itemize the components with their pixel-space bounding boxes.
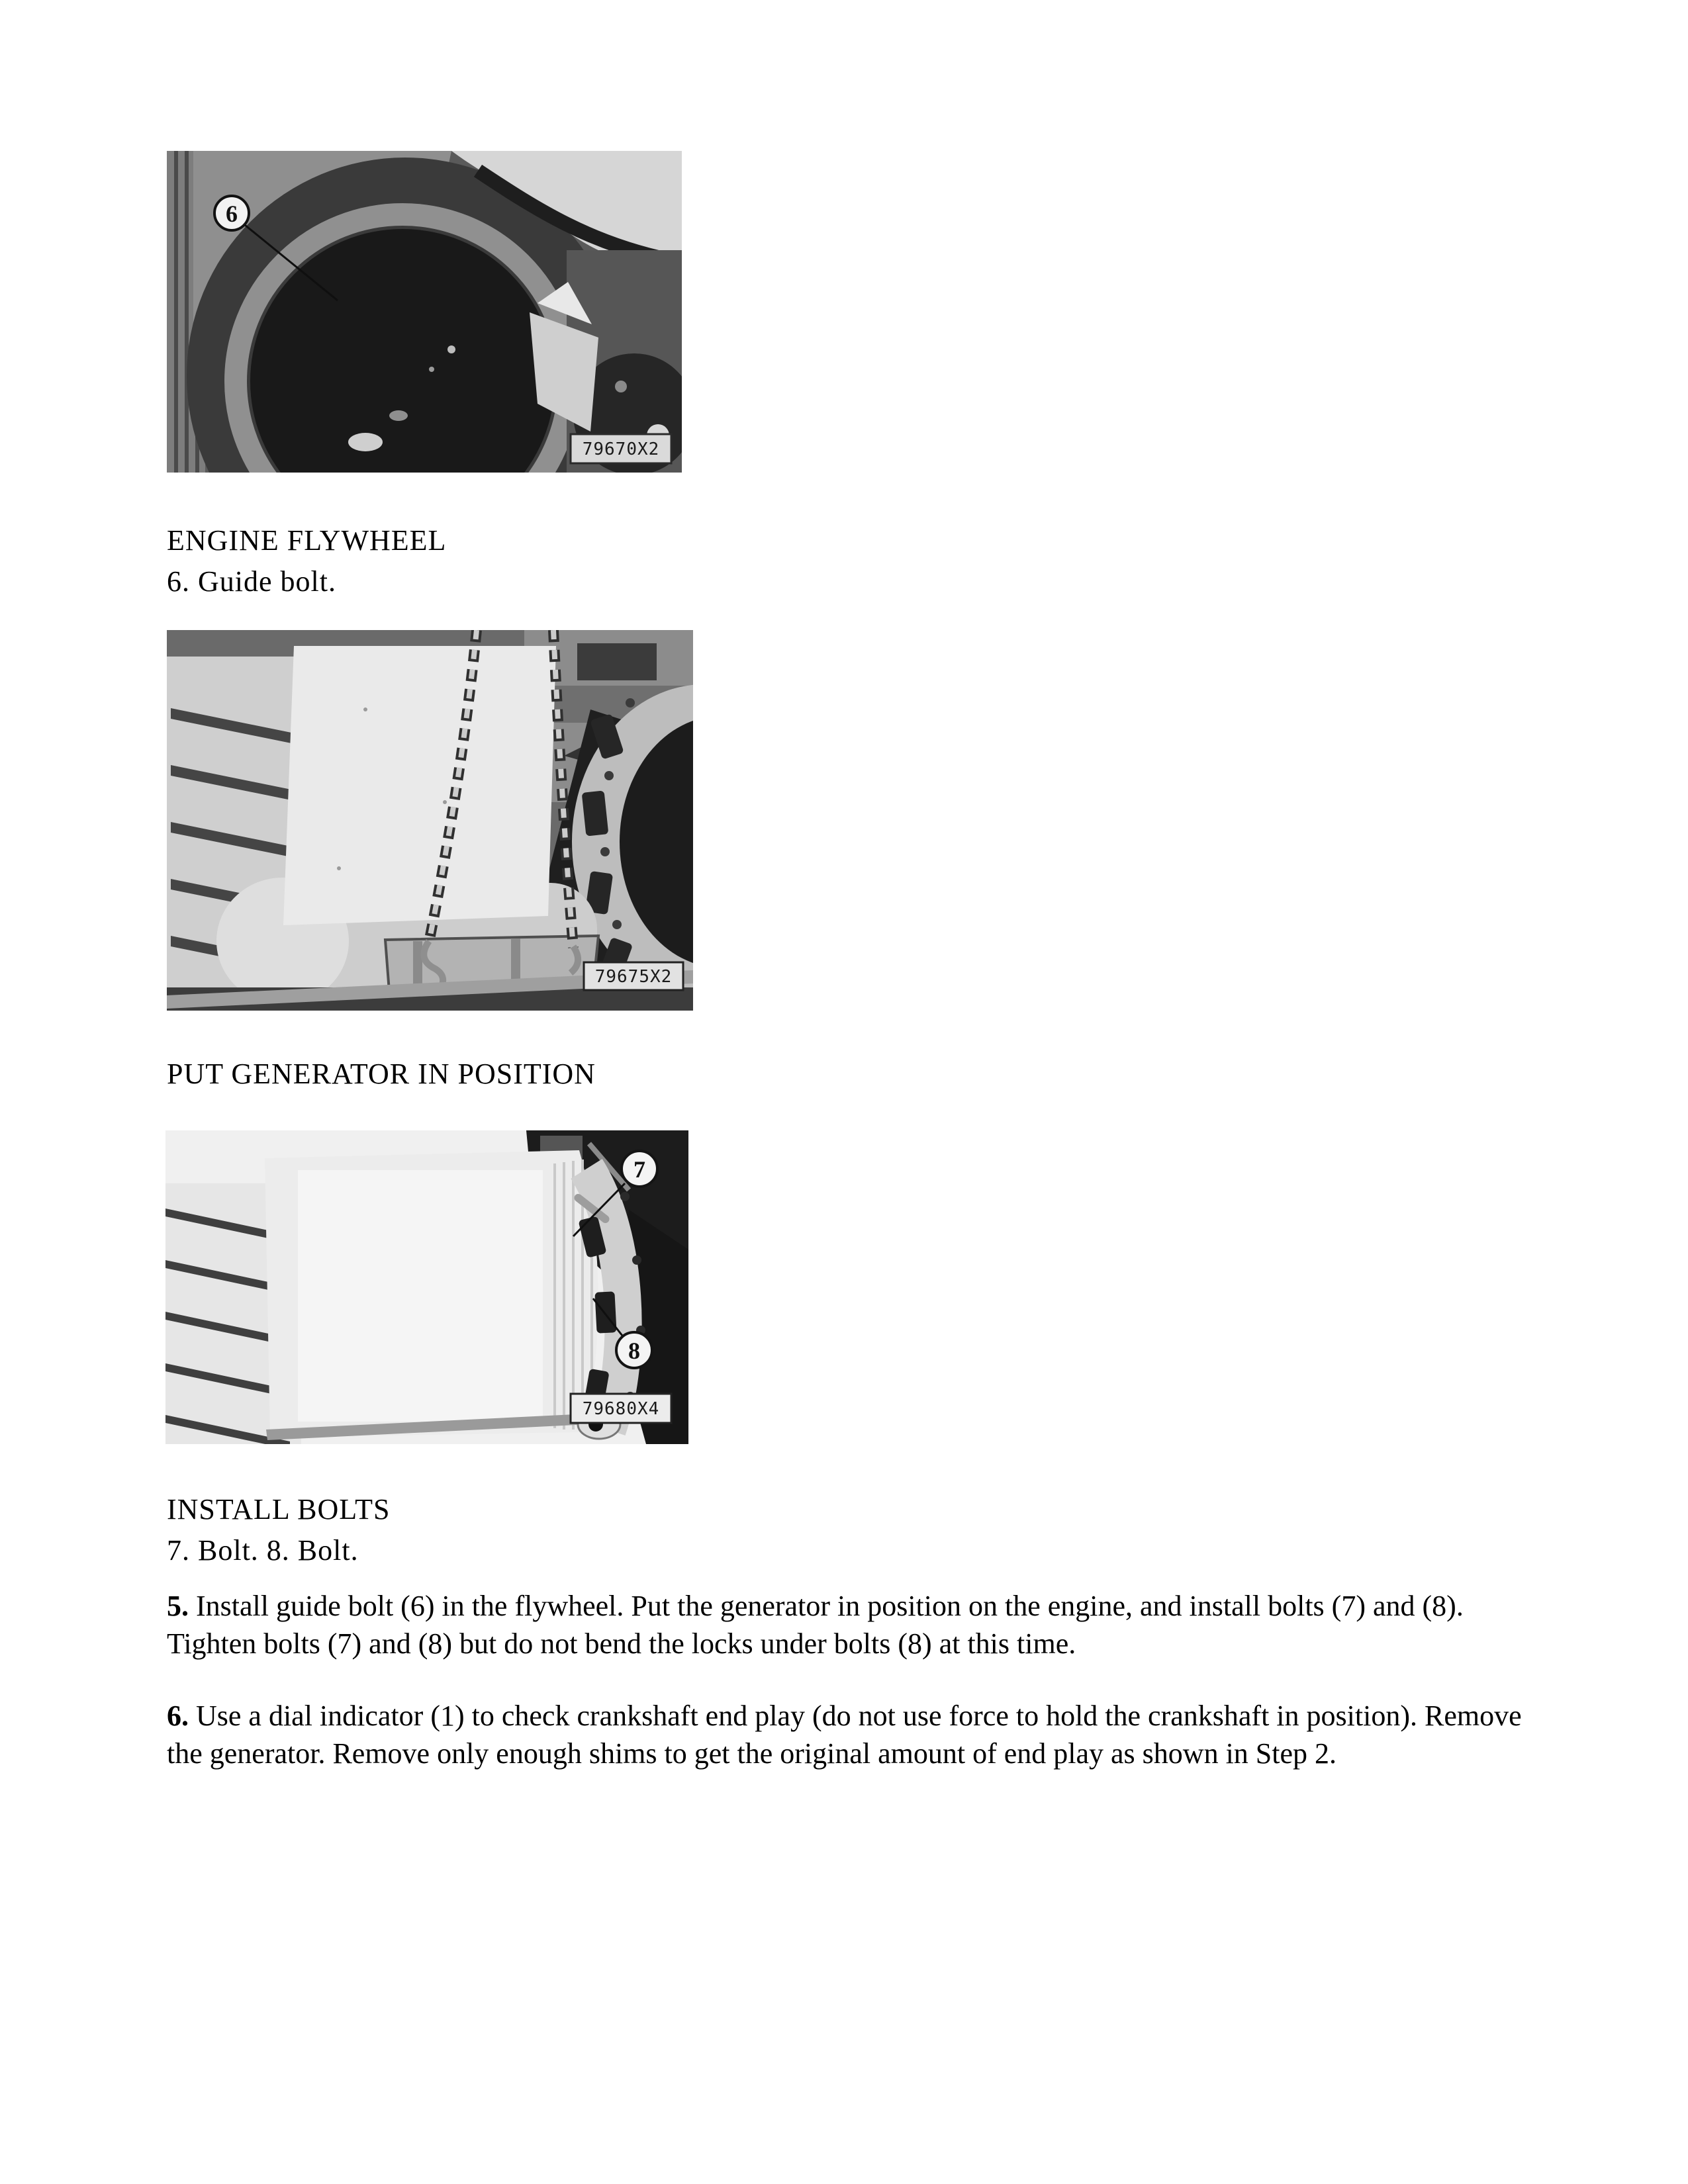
generator-body-face bbox=[298, 1170, 543, 1422]
bore-highlight bbox=[348, 433, 383, 451]
callout-8-label: 8 bbox=[628, 1338, 640, 1364]
figure-2-caption-title: PUT GENERATOR IN POSITION bbox=[167, 1058, 596, 1090]
crate-panel bbox=[283, 646, 556, 925]
photo-id: 79680X4 bbox=[582, 1399, 660, 1419]
pulley-highlight bbox=[615, 381, 627, 392]
step-5-text: Install guide bolt (6) in the flywheel. Put the generator in position on the engine, and install bolts (7) and (8). Tighten bolts (7) and (8) but do not bend the locks under bolts (8) at this time. bbox=[167, 1590, 1464, 1660]
machinery-dark bbox=[577, 643, 657, 680]
bracket-rib bbox=[511, 938, 520, 985]
put-generator-photo bbox=[167, 630, 693, 1011]
figure-3-caption-legend: 7. Bolt. 8. Bolt. bbox=[167, 1534, 359, 1567]
ring-bolt bbox=[600, 847, 610, 856]
speck bbox=[337, 866, 341, 870]
engine-flywheel-illustration bbox=[167, 151, 682, 473]
engine-flywheel-photo bbox=[167, 151, 682, 473]
install-bolts-photo bbox=[165, 1130, 688, 1444]
photo-id: 79675X2 bbox=[594, 967, 673, 987]
speck bbox=[363, 707, 367, 711]
flange-slot bbox=[594, 1291, 616, 1333]
figure-1-caption-legend: 6. Guide bolt. bbox=[167, 565, 336, 598]
figure-1-caption-title: ENGINE FLYWHEEL bbox=[167, 524, 447, 557]
bore-speck bbox=[429, 367, 434, 372]
ring-bolt bbox=[604, 771, 614, 780]
ring-slot bbox=[582, 790, 609, 836]
put-generator-illustration bbox=[167, 630, 693, 1011]
photo-id: 79670X2 bbox=[582, 439, 660, 459]
ring-bolt bbox=[612, 920, 622, 929]
bore-highlight bbox=[389, 410, 408, 421]
step-6-text: Use a dial indicator (1) to check crankshaft end play (do not use force to hold the crankshaft in position). Remove the generator. Remove only enough shims to get the original amount of end play as shown in Step 2. bbox=[167, 1700, 1522, 1770]
step-5-number: 5. bbox=[167, 1590, 189, 1622]
speck bbox=[443, 800, 447, 804]
figure-3-caption-title: INSTALL BOLTS bbox=[167, 1493, 391, 1525]
step-6-number: 6. bbox=[167, 1700, 189, 1732]
install-bolts-illustration bbox=[165, 1130, 688, 1444]
bracket-rib bbox=[413, 941, 422, 987]
ring-bolt bbox=[626, 698, 635, 707]
step-6-paragraph bbox=[167, 1697, 1544, 1772]
bore-speck bbox=[447, 345, 455, 353]
callout-6-label: 6 bbox=[226, 201, 238, 227]
callout-7-label: 7 bbox=[633, 1156, 645, 1183]
step-5-paragraph bbox=[167, 1587, 1544, 1662]
flange-bolt bbox=[632, 1255, 641, 1265]
flange-bolt bbox=[620, 1192, 630, 1201]
